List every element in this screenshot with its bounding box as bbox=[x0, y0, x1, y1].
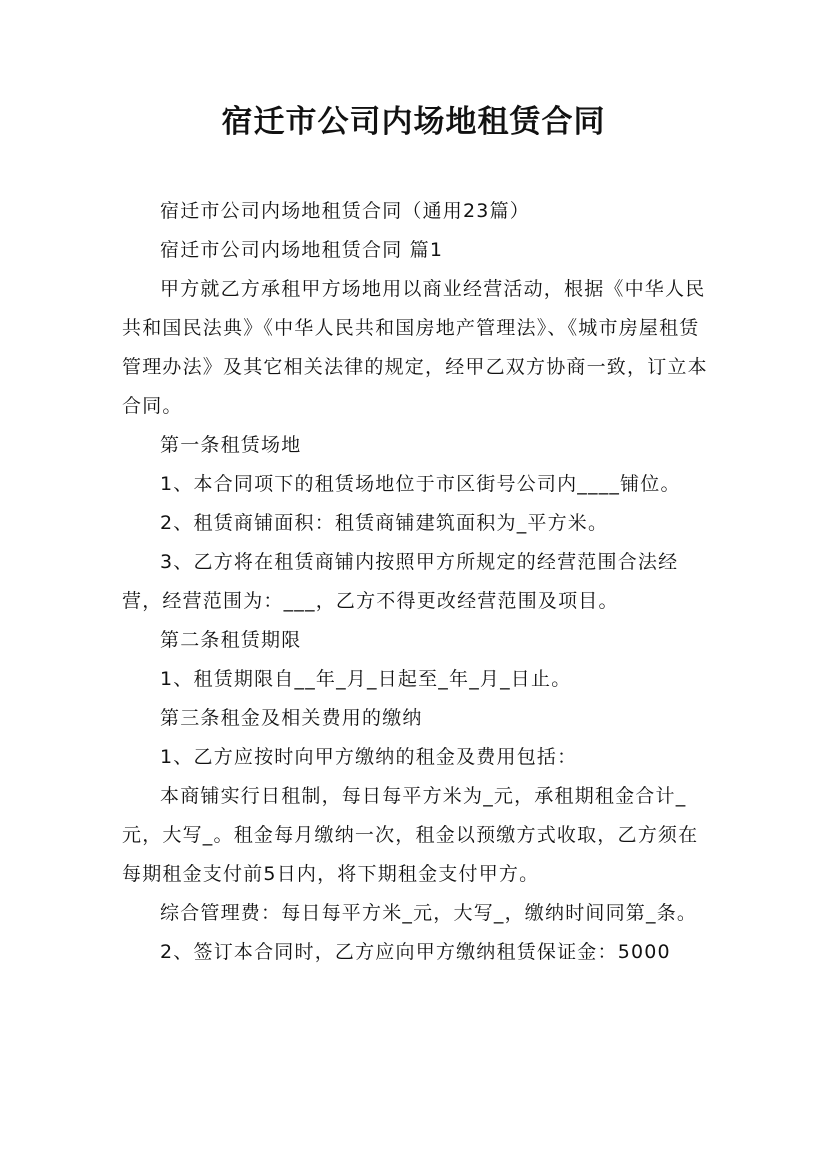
body-paragraph: 1、租赁期限自__年_月_日起至_年_月_日止。 bbox=[160, 668, 572, 690]
section-heading: 宿迁市公司内场地租赁合同 篇1 bbox=[160, 239, 444, 261]
subtitle-paragraph: 宿迁市公司内场地租赁合同（通用23篇） bbox=[160, 200, 530, 222]
document-title: 宿迁市公司内场地租赁合同 bbox=[221, 104, 606, 140]
body-paragraph: 本商铺实行日租制，每日每平方米为_元，承租期租金合计_元，大写_。租金每月缴纳一次，租金以预缴方式收取，乙方须在每期租金支付前5日内，将下期租金支付甲方。 bbox=[122, 785, 699, 885]
article-heading: 第二条租赁期限 bbox=[160, 629, 302, 651]
body-paragraph: 1、乙方应按时向甲方缴纳的租金及费用包括： bbox=[160, 746, 578, 768]
article-heading: 第三条租金及相关费用的缴纳 bbox=[160, 707, 423, 729]
document-body bbox=[122, 192, 712, 972]
body-paragraph: 3、乙方将在租赁商铺内按照甲方所规定的经营范围合法经营，经营范围为：___，乙方不得更改经营范围及项目。 bbox=[122, 551, 679, 612]
body-paragraph: 1、本合同项下的租赁场地位于市区街号公司内____铺位。 bbox=[160, 473, 681, 495]
body-paragraph: 2、租赁商铺面积：租赁商铺建筑面积为_平方米。 bbox=[160, 512, 609, 534]
article-heading: 第一条租赁场地 bbox=[160, 434, 302, 456]
body-paragraph: 综合管理费：每日每平方米_元，大写_，缴纳时间同第_条。 bbox=[160, 902, 698, 924]
body-paragraph: 2、签订本合同时，乙方应向甲方缴纳租赁保证金：5000 bbox=[160, 941, 671, 963]
body-paragraph: 甲方就乙方承租甲方场地用以商业经营活动，根据《中华人民共和国民法典》《中华人民共和国房地产管理法》、《城市房屋租赁管理办法》及其它相关法律的规定，经甲乙双方协商一致，订立本合同。 bbox=[122, 278, 708, 417]
